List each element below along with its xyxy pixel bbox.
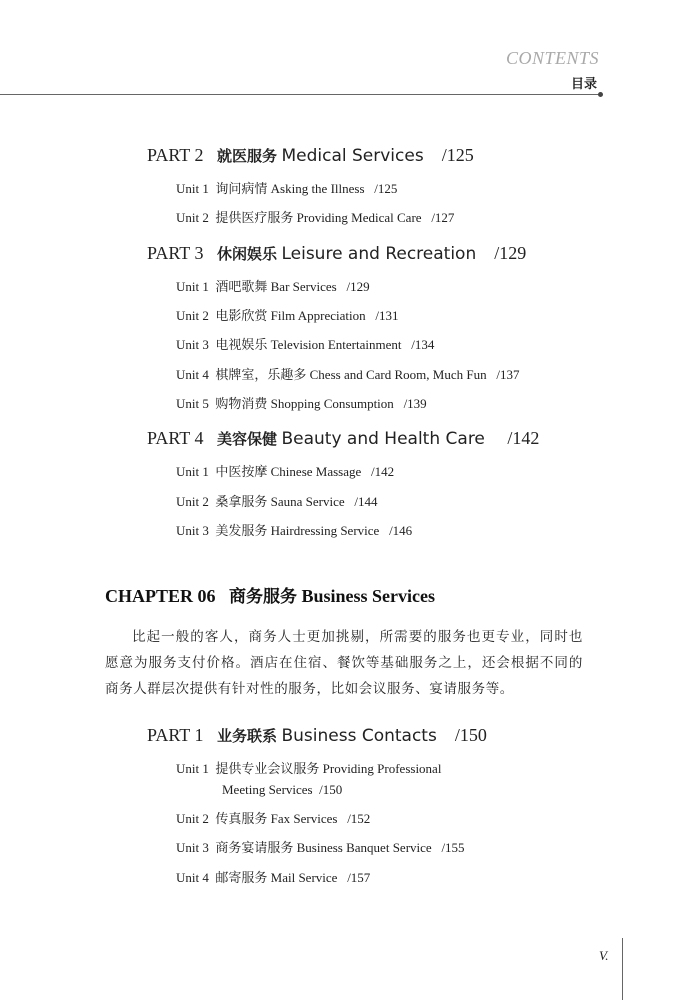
unit-title-zh: 询问病情	[215, 182, 268, 197]
unit-label: Unit 2	[176, 811, 209, 826]
header-rule	[0, 94, 600, 95]
unit-label: Unit 4	[176, 367, 209, 382]
toc-part-3[interactable]	[147, 243, 526, 264]
part-title-en: Business Contacts	[281, 726, 437, 746]
chapter-heading[interactable]	[105, 582, 435, 607]
toc-unit[interactable]	[176, 305, 398, 324]
unit-title-zh: 中医按摩	[215, 465, 268, 480]
chapter-title-en: Business Services	[301, 586, 436, 606]
unit-page: /134	[411, 337, 435, 352]
unit-title-en: Fax Services	[270, 811, 338, 826]
unit-label: Unit 2	[176, 308, 209, 323]
part-page: /125	[441, 145, 474, 165]
toc-unit[interactable]	[176, 461, 394, 480]
part-title-en: Medical Services	[281, 146, 424, 166]
unit-title-zh: 电影欣赏	[215, 309, 268, 324]
unit-label: Unit 2	[176, 494, 209, 509]
part-title-zh: 休闲娱乐	[216, 245, 277, 263]
part-page: /142	[507, 428, 540, 448]
unit-page: /157	[347, 870, 371, 885]
toc-unit[interactable]	[176, 207, 454, 226]
unit-title-en: Film Appreciation	[270, 308, 366, 323]
toc-unit[interactable]	[176, 364, 519, 383]
toc-unit[interactable]	[176, 808, 370, 827]
unit-title-en: Business Banquet Service	[296, 840, 432, 855]
part-title-en: Beauty and Health Care	[281, 429, 485, 449]
unit-title-zh: 商务宴请服务	[215, 841, 294, 856]
unit-page: /131	[375, 308, 399, 323]
unit-title-en: Bar Services	[270, 279, 337, 294]
part-page: /129	[494, 243, 527, 263]
unit-title-en: Mail Service	[270, 870, 338, 885]
unit-page: /127	[431, 210, 455, 225]
unit-title-en: Television Entertainment	[270, 337, 402, 352]
part-title-en: Leisure and Recreation	[281, 244, 477, 264]
unit-page: /152	[347, 811, 371, 826]
toc-unit[interactable]	[176, 520, 412, 539]
toc-unit[interactable]	[176, 491, 378, 510]
unit-title-en: Asking the Illness	[270, 181, 365, 196]
toc-part-4[interactable]	[147, 428, 539, 449]
unit-title-zh: 棋牌室，乐趣多	[215, 368, 307, 383]
unit-title-zh: 桑拿服务	[215, 495, 268, 510]
unit-page: /146	[389, 523, 413, 538]
running-header-subtitle: 目录	[570, 77, 597, 92]
unit-page: /142	[371, 464, 395, 479]
unit-label: Unit 1	[176, 761, 209, 776]
unit-title-en-continued: Meeting Services	[222, 782, 313, 797]
unit-title-en: Providing Medical Care	[296, 210, 422, 225]
unit-title-zh: 酒吧歌舞	[215, 280, 268, 295]
toc-unit[interactable]	[176, 334, 434, 353]
unit-title-en: Sauna Service	[270, 494, 345, 509]
page-number-rule	[622, 938, 623, 1000]
page-number: V.	[599, 948, 609, 963]
toc-unit[interactable]	[176, 867, 370, 886]
unit-page: /129	[346, 279, 370, 294]
chapter-label: CHAPTER 06	[105, 586, 216, 606]
unit-page: /144	[354, 494, 378, 509]
unit-label: Unit 1	[176, 181, 209, 196]
unit-page: /150	[319, 782, 343, 797]
unit-label: Unit 2	[176, 210, 209, 225]
part-page: /150	[454, 725, 487, 745]
unit-title-en: Hairdressing Service	[270, 523, 380, 538]
toc-part-2[interactable]	[147, 145, 474, 166]
toc-unit[interactable]	[176, 837, 465, 856]
unit-title-en: Shopping Consumption	[270, 396, 394, 411]
unit-label: Unit 3	[176, 523, 209, 538]
part-label: PART 2	[147, 145, 204, 165]
unit-label: Unit 1	[176, 279, 209, 294]
unit-title-zh: 邮寄服务	[215, 871, 268, 886]
unit-page: /125	[374, 181, 398, 196]
unit-title-zh: 电视娱乐	[215, 338, 268, 353]
unit-title-en: Chess and Card Room, Much Fun	[309, 367, 487, 382]
part-title-zh: 业务联系	[216, 727, 277, 745]
unit-label: Unit 1	[176, 464, 209, 479]
toc-part-1[interactable]	[147, 725, 487, 746]
chapter-title-zh: 商务服务	[229, 587, 298, 607]
part-title-zh: 就医服务	[216, 147, 277, 165]
part-title-zh: 美容保健	[216, 430, 277, 448]
part-label: PART 1	[147, 725, 204, 745]
unit-title-zh: 美发服务	[215, 524, 268, 539]
unit-title-en: Chinese Massage	[270, 464, 362, 479]
unit-title-en: Providing Professional	[322, 761, 442, 776]
toc-unit[interactable]	[176, 276, 370, 295]
unit-title-zh: 提供专业会议服务	[215, 762, 320, 777]
unit-page: /155	[441, 840, 465, 855]
chapter-intro: 比起一般的客人，商务人士更加挑剔，所需要的服务也更专业，同时也愿意为服务支付价格。酒店在住宿、餐饮等基础服务之上，还会根据不同的商务人群层次提供有针对性的服务，比如会议服务、宴请服务等。	[105, 629, 583, 697]
unit-title-zh: 购物消费	[215, 397, 268, 412]
toc-unit[interactable]	[176, 178, 397, 197]
unit-title-zh: 提供医疗服务	[215, 211, 294, 226]
header-rule-dot	[598, 92, 603, 97]
unit-page: /139	[403, 396, 427, 411]
unit-label: Unit 3	[176, 840, 209, 855]
toc-unit[interactable]	[176, 758, 441, 798]
unit-label: Unit 5	[176, 396, 209, 411]
unit-title-zh: 传真服务	[215, 812, 268, 827]
toc-unit[interactable]	[176, 393, 427, 412]
unit-label: Unit 3	[176, 337, 209, 352]
part-label: PART 4	[147, 428, 204, 448]
running-header-title: CONTENTS	[505, 48, 599, 68]
part-label: PART 3	[147, 243, 204, 263]
unit-page: /137	[496, 367, 520, 382]
unit-label: Unit 4	[176, 870, 209, 885]
